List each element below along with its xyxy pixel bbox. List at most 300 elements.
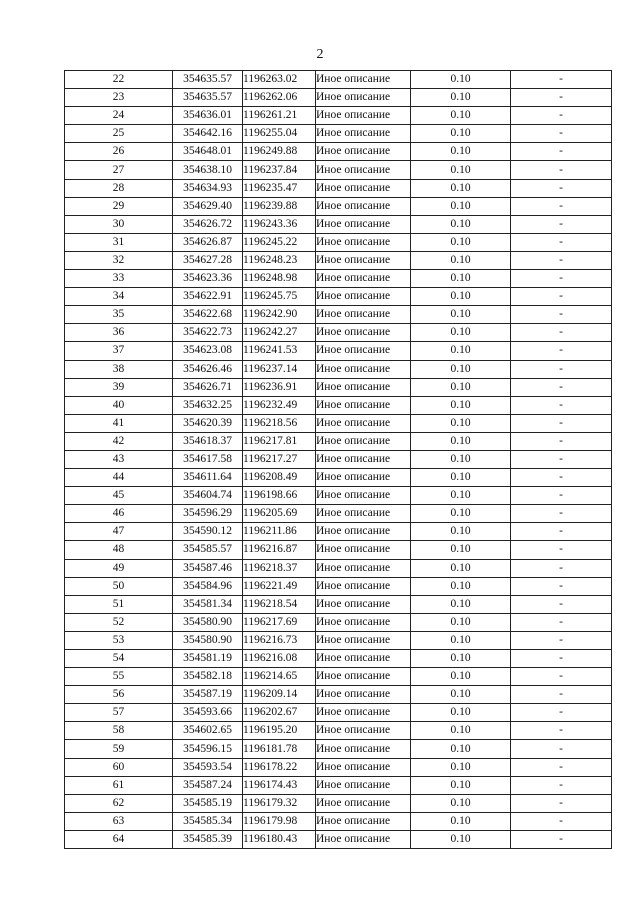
description-cell: Иное описание xyxy=(316,179,411,197)
table-row xyxy=(65,469,612,487)
y-coordinate-cell: 1196236.91 xyxy=(243,378,316,396)
x-coordinate-cell: 354626.87 xyxy=(173,233,243,251)
x-coordinate-cell: 354585.19 xyxy=(173,794,243,812)
accuracy-cell: 0.10 xyxy=(411,631,511,649)
extra-cell: - xyxy=(511,360,612,378)
point-number-cell: 36 xyxy=(65,324,173,342)
x-coordinate-cell: 354627.28 xyxy=(173,251,243,269)
point-number-cell: 23 xyxy=(65,89,173,107)
point-number-cell: 29 xyxy=(65,197,173,215)
y-coordinate-cell: 1196205.69 xyxy=(243,505,316,523)
description-cell: Иное описание xyxy=(316,450,411,468)
x-coordinate-cell: 354593.54 xyxy=(173,758,243,776)
y-coordinate-cell: 1196248.23 xyxy=(243,251,316,269)
description-cell: Иное описание xyxy=(316,704,411,722)
table-row xyxy=(65,161,612,179)
accuracy-cell: 0.10 xyxy=(411,758,511,776)
point-number-cell: 28 xyxy=(65,179,173,197)
description-cell: Иное описание xyxy=(316,143,411,161)
accuracy-cell: 0.10 xyxy=(411,668,511,686)
table-row xyxy=(65,396,612,414)
table-row xyxy=(65,378,612,396)
description-cell: Иное описание xyxy=(316,794,411,812)
table-row xyxy=(65,595,612,613)
x-coordinate-cell: 354622.91 xyxy=(173,288,243,306)
extra-cell: - xyxy=(511,505,612,523)
accuracy-cell: 0.10 xyxy=(411,776,511,794)
page-number: 2 xyxy=(316,47,324,62)
table-row xyxy=(65,487,612,505)
table-row xyxy=(65,758,612,776)
point-number-cell: 26 xyxy=(65,143,173,161)
extra-cell: - xyxy=(511,107,612,125)
description-cell: Иное описание xyxy=(316,830,411,848)
description-cell: Иное описание xyxy=(316,360,411,378)
description-cell: Иное описание xyxy=(316,577,411,595)
description-cell: Иное описание xyxy=(316,215,411,233)
point-number-cell: 53 xyxy=(65,631,173,649)
description-cell: Иное описание xyxy=(316,233,411,251)
point-number-cell: 47 xyxy=(65,523,173,541)
extra-cell: - xyxy=(511,686,612,704)
x-coordinate-cell: 354642.16 xyxy=(173,125,243,143)
y-coordinate-cell: 1196263.02 xyxy=(243,71,316,89)
x-coordinate-cell: 354626.46 xyxy=(173,360,243,378)
table-row xyxy=(65,414,612,432)
y-coordinate-cell: 1196241.53 xyxy=(243,342,316,360)
description-cell: Иное описание xyxy=(316,414,411,432)
y-coordinate-cell: 1196217.81 xyxy=(243,432,316,450)
x-coordinate-cell: 354629.40 xyxy=(173,197,243,215)
table-row xyxy=(65,722,612,740)
x-coordinate-cell: 354626.71 xyxy=(173,378,243,396)
description-cell: Иное описание xyxy=(316,686,411,704)
description-cell: Иное описание xyxy=(316,161,411,179)
description-cell: Иное описание xyxy=(316,342,411,360)
point-number-cell: 33 xyxy=(65,270,173,288)
extra-cell: - xyxy=(511,704,612,722)
extra-cell: - xyxy=(511,631,612,649)
x-coordinate-cell: 354618.37 xyxy=(173,432,243,450)
point-number-cell: 63 xyxy=(65,812,173,830)
description-cell: Иное описание xyxy=(316,251,411,269)
y-coordinate-cell: 1196216.08 xyxy=(243,650,316,668)
x-coordinate-cell: 354635.57 xyxy=(173,71,243,89)
point-number-cell: 42 xyxy=(65,432,173,450)
table-row xyxy=(65,432,612,450)
description-cell: Иное описание xyxy=(316,722,411,740)
accuracy-cell: 0.10 xyxy=(411,740,511,758)
table-row xyxy=(65,125,612,143)
table-row xyxy=(65,794,612,812)
accuracy-cell: 0.10 xyxy=(411,450,511,468)
table-row xyxy=(65,631,612,649)
description-cell: Иное описание xyxy=(316,270,411,288)
point-number-cell: 32 xyxy=(65,251,173,269)
accuracy-cell: 0.10 xyxy=(411,577,511,595)
table-row xyxy=(65,107,612,125)
accuracy-cell: 0.10 xyxy=(411,251,511,269)
table-row xyxy=(65,270,612,288)
description-cell: Иное описание xyxy=(316,758,411,776)
point-number-cell: 50 xyxy=(65,577,173,595)
x-coordinate-cell: 354590.12 xyxy=(173,523,243,541)
y-coordinate-cell: 1196239.88 xyxy=(243,197,316,215)
extra-cell: - xyxy=(511,559,612,577)
y-coordinate-cell: 1196208.49 xyxy=(243,469,316,487)
y-coordinate-cell: 1196179.32 xyxy=(243,794,316,812)
x-coordinate-cell: 354580.90 xyxy=(173,613,243,631)
extra-cell: - xyxy=(511,233,612,251)
y-coordinate-cell: 1196249.88 xyxy=(243,143,316,161)
table-row xyxy=(65,342,612,360)
accuracy-cell: 0.10 xyxy=(411,686,511,704)
x-coordinate-cell: 354638.10 xyxy=(173,161,243,179)
extra-cell: - xyxy=(511,288,612,306)
point-number-cell: 46 xyxy=(65,505,173,523)
accuracy-cell: 0.10 xyxy=(411,71,511,89)
x-coordinate-cell: 354584.96 xyxy=(173,577,243,595)
y-coordinate-cell: 1196180.43 xyxy=(243,830,316,848)
extra-cell: - xyxy=(511,613,612,631)
table-row xyxy=(65,233,612,251)
point-number-cell: 40 xyxy=(65,396,173,414)
extra-cell: - xyxy=(511,270,612,288)
extra-cell: - xyxy=(511,450,612,468)
extra-cell: - xyxy=(511,758,612,776)
description-cell: Иное описание xyxy=(316,107,411,125)
accuracy-cell: 0.10 xyxy=(411,143,511,161)
point-number-cell: 64 xyxy=(65,830,173,848)
x-coordinate-cell: 354593.66 xyxy=(173,704,243,722)
table-row xyxy=(65,450,612,468)
x-coordinate-cell: 354585.57 xyxy=(173,541,243,559)
extra-cell: - xyxy=(511,143,612,161)
extra-cell: - xyxy=(511,306,612,324)
y-coordinate-cell: 1196243.36 xyxy=(243,215,316,233)
accuracy-cell: 0.10 xyxy=(411,432,511,450)
y-coordinate-cell: 1196218.37 xyxy=(243,559,316,577)
accuracy-cell: 0.10 xyxy=(411,306,511,324)
point-number-cell: 57 xyxy=(65,704,173,722)
point-number-cell: 59 xyxy=(65,740,173,758)
table-row xyxy=(65,830,612,848)
point-number-cell: 51 xyxy=(65,595,173,613)
x-coordinate-cell: 354623.08 xyxy=(173,342,243,360)
accuracy-cell: 0.10 xyxy=(411,107,511,125)
y-coordinate-cell: 1196174.43 xyxy=(243,776,316,794)
table-row xyxy=(65,541,612,559)
coordinates-table xyxy=(64,70,612,849)
point-number-cell: 43 xyxy=(65,450,173,468)
x-coordinate-cell: 354580.90 xyxy=(173,631,243,649)
y-coordinate-cell: 1196245.75 xyxy=(243,288,316,306)
y-coordinate-cell: 1196218.54 xyxy=(243,595,316,613)
y-coordinate-cell: 1196214.65 xyxy=(243,668,316,686)
description-cell: Иное описание xyxy=(316,541,411,559)
table-row xyxy=(65,613,612,631)
point-number-cell: 56 xyxy=(65,686,173,704)
accuracy-cell: 0.10 xyxy=(411,233,511,251)
extra-cell: - xyxy=(511,251,612,269)
x-coordinate-cell: 354620.39 xyxy=(173,414,243,432)
y-coordinate-cell: 1196198.66 xyxy=(243,487,316,505)
x-coordinate-cell: 354582.18 xyxy=(173,668,243,686)
table-row xyxy=(65,776,612,794)
accuracy-cell: 0.10 xyxy=(411,505,511,523)
x-coordinate-cell: 354635.57 xyxy=(173,89,243,107)
y-coordinate-cell: 1196237.14 xyxy=(243,360,316,378)
table-row xyxy=(65,89,612,107)
extra-cell: - xyxy=(511,541,612,559)
y-coordinate-cell: 1196202.67 xyxy=(243,704,316,722)
description-cell: Иное описание xyxy=(316,523,411,541)
point-number-cell: 34 xyxy=(65,288,173,306)
x-coordinate-cell: 354596.29 xyxy=(173,505,243,523)
description-cell: Иное описание xyxy=(316,469,411,487)
accuracy-cell: 0.10 xyxy=(411,414,511,432)
extra-cell: - xyxy=(511,324,612,342)
table-row xyxy=(65,740,612,758)
table-row xyxy=(65,215,612,233)
point-number-cell: 22 xyxy=(65,71,173,89)
accuracy-cell: 0.10 xyxy=(411,559,511,577)
extra-cell: - xyxy=(511,197,612,215)
extra-cell: - xyxy=(511,794,612,812)
y-coordinate-cell: 1196245.22 xyxy=(243,233,316,251)
point-number-cell: 58 xyxy=(65,722,173,740)
description-cell: Иное описание xyxy=(316,595,411,613)
point-number-cell: 62 xyxy=(65,794,173,812)
x-coordinate-cell: 354622.73 xyxy=(173,324,243,342)
extra-cell: - xyxy=(511,378,612,396)
accuracy-cell: 0.10 xyxy=(411,541,511,559)
extra-cell: - xyxy=(511,776,612,794)
y-coordinate-cell: 1196211.86 xyxy=(243,523,316,541)
point-number-cell: 37 xyxy=(65,342,173,360)
point-number-cell: 31 xyxy=(65,233,173,251)
table-row xyxy=(65,577,612,595)
table-row xyxy=(65,324,612,342)
description-cell: Иное описание xyxy=(316,306,411,324)
y-coordinate-cell: 1196255.04 xyxy=(243,125,316,143)
x-coordinate-cell: 354587.19 xyxy=(173,686,243,704)
extra-cell: - xyxy=(511,125,612,143)
y-coordinate-cell: 1196209.14 xyxy=(243,686,316,704)
accuracy-cell: 0.10 xyxy=(411,125,511,143)
accuracy-cell: 0.10 xyxy=(411,89,511,107)
accuracy-cell: 0.10 xyxy=(411,396,511,414)
point-number-cell: 30 xyxy=(65,215,173,233)
table-row xyxy=(65,704,612,722)
accuracy-cell: 0.10 xyxy=(411,487,511,505)
point-number-cell: 41 xyxy=(65,414,173,432)
y-coordinate-cell: 1196262.06 xyxy=(243,89,316,107)
extra-cell: - xyxy=(511,830,612,848)
point-number-cell: 35 xyxy=(65,306,173,324)
table-row xyxy=(65,360,612,378)
table-row xyxy=(65,650,612,668)
point-number-cell: 60 xyxy=(65,758,173,776)
table-row xyxy=(65,179,612,197)
x-coordinate-cell: 354611.64 xyxy=(173,469,243,487)
extra-cell: - xyxy=(511,740,612,758)
description-cell: Иное описание xyxy=(316,776,411,794)
table-row xyxy=(65,251,612,269)
x-coordinate-cell: 354634.93 xyxy=(173,179,243,197)
y-coordinate-cell: 1196235.47 xyxy=(243,179,316,197)
x-coordinate-cell: 354585.34 xyxy=(173,812,243,830)
extra-cell: - xyxy=(511,342,612,360)
table-row xyxy=(65,559,612,577)
y-coordinate-cell: 1196179.98 xyxy=(243,812,316,830)
accuracy-cell: 0.10 xyxy=(411,704,511,722)
extra-cell: - xyxy=(511,179,612,197)
description-cell: Иное описание xyxy=(316,396,411,414)
accuracy-cell: 0.10 xyxy=(411,324,511,342)
x-coordinate-cell: 354604.74 xyxy=(173,487,243,505)
table-row xyxy=(65,812,612,830)
accuracy-cell: 0.10 xyxy=(411,197,511,215)
point-number-cell: 49 xyxy=(65,559,173,577)
x-coordinate-cell: 354581.19 xyxy=(173,650,243,668)
description-cell: Иное описание xyxy=(316,631,411,649)
y-coordinate-cell: 1196232.49 xyxy=(243,396,316,414)
accuracy-cell: 0.10 xyxy=(411,469,511,487)
extra-cell: - xyxy=(511,396,612,414)
x-coordinate-cell: 354581.34 xyxy=(173,595,243,613)
x-coordinate-cell: 354587.46 xyxy=(173,559,243,577)
accuracy-cell: 0.10 xyxy=(411,270,511,288)
extra-cell: - xyxy=(511,812,612,830)
y-coordinate-cell: 1196195.20 xyxy=(243,722,316,740)
y-coordinate-cell: 1196218.56 xyxy=(243,414,316,432)
extra-cell: - xyxy=(511,432,612,450)
extra-cell: - xyxy=(511,161,612,179)
extra-cell: - xyxy=(511,71,612,89)
y-coordinate-cell: 1196248.98 xyxy=(243,270,316,288)
description-cell: Иное описание xyxy=(316,650,411,668)
accuracy-cell: 0.10 xyxy=(411,161,511,179)
extra-cell: - xyxy=(511,577,612,595)
description-cell: Иное описание xyxy=(316,378,411,396)
accuracy-cell: 0.10 xyxy=(411,812,511,830)
x-coordinate-cell: 354648.01 xyxy=(173,143,243,161)
x-coordinate-cell: 354632.25 xyxy=(173,396,243,414)
x-coordinate-cell: 354596.15 xyxy=(173,740,243,758)
accuracy-cell: 0.10 xyxy=(411,288,511,306)
extra-cell: - xyxy=(511,414,612,432)
y-coordinate-cell: 1196221.49 xyxy=(243,577,316,595)
description-cell: Иное описание xyxy=(316,613,411,631)
point-number-cell: 61 xyxy=(65,776,173,794)
y-coordinate-cell: 1196242.90 xyxy=(243,306,316,324)
table-row xyxy=(65,505,612,523)
accuracy-cell: 0.10 xyxy=(411,595,511,613)
x-coordinate-cell: 354623.36 xyxy=(173,270,243,288)
y-coordinate-cell: 1196242.27 xyxy=(243,324,316,342)
accuracy-cell: 0.10 xyxy=(411,722,511,740)
extra-cell: - xyxy=(511,215,612,233)
y-coordinate-cell: 1196216.73 xyxy=(243,631,316,649)
x-coordinate-cell: 354622.68 xyxy=(173,306,243,324)
description-cell: Иное описание xyxy=(316,740,411,758)
description-cell: Иное описание xyxy=(316,71,411,89)
x-coordinate-cell: 354585.39 xyxy=(173,830,243,848)
accuracy-cell: 0.10 xyxy=(411,794,511,812)
accuracy-cell: 0.10 xyxy=(411,830,511,848)
coordinates-table-body xyxy=(65,71,612,849)
point-number-cell: 25 xyxy=(65,125,173,143)
y-coordinate-cell: 1196178.22 xyxy=(243,758,316,776)
y-coordinate-cell: 1196216.87 xyxy=(243,541,316,559)
extra-cell: - xyxy=(511,668,612,686)
point-number-cell: 38 xyxy=(65,360,173,378)
description-cell: Иное описание xyxy=(316,197,411,215)
point-number-cell: 24 xyxy=(65,107,173,125)
point-number-cell: 39 xyxy=(65,378,173,396)
accuracy-cell: 0.10 xyxy=(411,650,511,668)
accuracy-cell: 0.10 xyxy=(411,378,511,396)
table-row xyxy=(65,686,612,704)
point-number-cell: 44 xyxy=(65,469,173,487)
description-cell: Иное описание xyxy=(316,487,411,505)
x-coordinate-cell: 354602.65 xyxy=(173,722,243,740)
point-number-cell: 55 xyxy=(65,668,173,686)
extra-cell: - xyxy=(511,487,612,505)
point-number-cell: 54 xyxy=(65,650,173,668)
description-cell: Иное описание xyxy=(316,559,411,577)
description-cell: Иное описание xyxy=(316,288,411,306)
accuracy-cell: 0.10 xyxy=(411,179,511,197)
table-row xyxy=(65,143,612,161)
point-number-cell: 27 xyxy=(65,161,173,179)
y-coordinate-cell: 1196261.21 xyxy=(243,107,316,125)
x-coordinate-cell: 354636.01 xyxy=(173,107,243,125)
y-coordinate-cell: 1196237.84 xyxy=(243,161,316,179)
accuracy-cell: 0.10 xyxy=(411,523,511,541)
point-number-cell: 45 xyxy=(65,487,173,505)
y-coordinate-cell: 1196217.27 xyxy=(243,450,316,468)
point-number-cell: 48 xyxy=(65,541,173,559)
table-row xyxy=(65,197,612,215)
extra-cell: - xyxy=(511,469,612,487)
accuracy-cell: 0.10 xyxy=(411,360,511,378)
extra-cell: - xyxy=(511,89,612,107)
accuracy-cell: 0.10 xyxy=(411,613,511,631)
table-row xyxy=(65,71,612,89)
description-cell: Иное описание xyxy=(316,89,411,107)
y-coordinate-cell: 1196181.78 xyxy=(243,740,316,758)
extra-cell: - xyxy=(511,722,612,740)
accuracy-cell: 0.10 xyxy=(411,342,511,360)
point-number-cell: 52 xyxy=(65,613,173,631)
extra-cell: - xyxy=(511,523,612,541)
description-cell: Иное описание xyxy=(316,432,411,450)
extra-cell: - xyxy=(511,595,612,613)
accuracy-cell: 0.10 xyxy=(411,215,511,233)
x-coordinate-cell: 354626.72 xyxy=(173,215,243,233)
description-cell: Иное описание xyxy=(316,812,411,830)
table-row xyxy=(65,668,612,686)
description-cell: Иное описание xyxy=(316,125,411,143)
description-cell: Иное описание xyxy=(316,505,411,523)
x-coordinate-cell: 354587.24 xyxy=(173,776,243,794)
table-row xyxy=(65,523,612,541)
table-row xyxy=(65,288,612,306)
description-cell: Иное описание xyxy=(316,668,411,686)
x-coordinate-cell: 354617.58 xyxy=(173,450,243,468)
